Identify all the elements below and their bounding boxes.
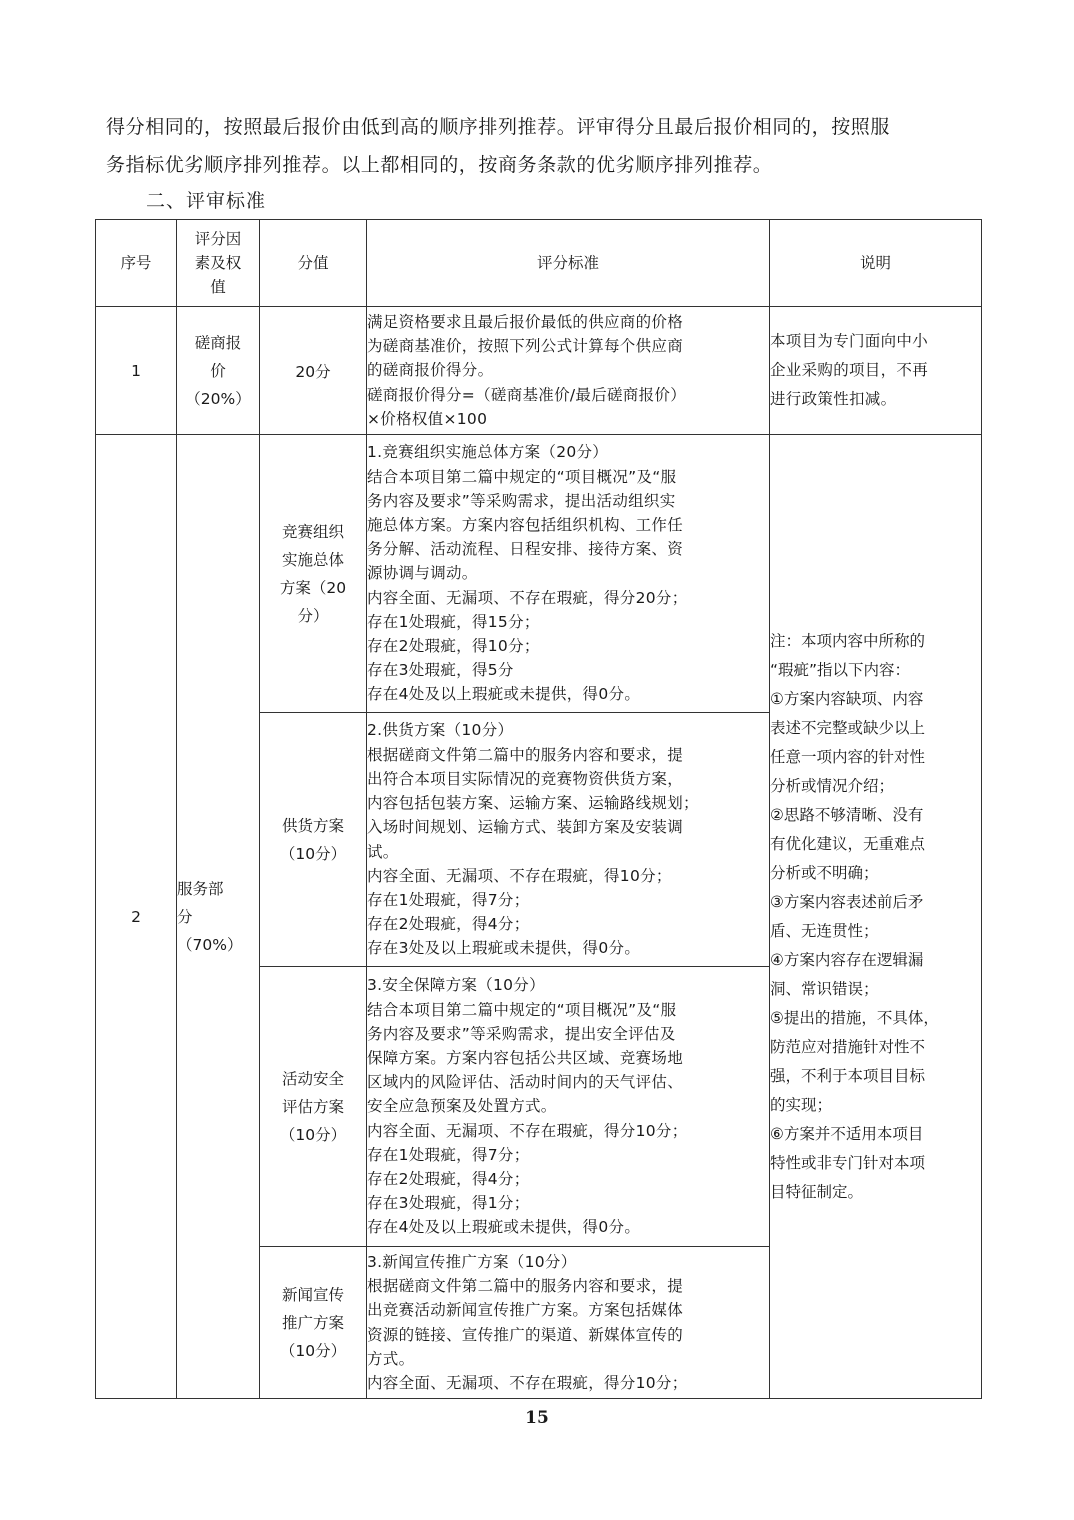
criteria-line: 存在4处及以上瑕疵或未提供，得0分。 (367, 685, 641, 704)
row1-factor-line: 磋商报 (194, 333, 242, 352)
header-criteria: 评分标准 (367, 220, 770, 307)
notes-line: 的实现； (770, 1095, 833, 1114)
row2-factor-line: 服务部 (177, 879, 224, 898)
subitem-label-line: 评估方案 (281, 1097, 344, 1116)
header-factor (177, 220, 260, 307)
criteria-line: ×价格权值×100 (367, 409, 488, 428)
criteria-line: 存在2处瑕疵，得10分； (367, 637, 540, 655)
subitem-criteria (367, 967, 770, 1247)
subitem-criteria (367, 435, 770, 713)
criteria-line: 出竞赛活动新闻宣传推广方案。方案包括媒体 (367, 1301, 684, 1320)
notes-line: 特性或非专门针对本项 (770, 1153, 926, 1172)
row1-factor (177, 307, 260, 435)
header-no: 序号 (96, 220, 177, 307)
row1-no: 1 (96, 307, 177, 435)
criteria-line: 根据磋商文件第二篇中的服务内容和要求，提 (367, 745, 684, 764)
subitem-label-line: 实施总体 (281, 550, 344, 569)
criteria-line: 安全应急预案及处置方式。 (367, 1097, 557, 1116)
criteria-line: 存在1处瑕疵，得7分； (367, 890, 530, 909)
header-score: 分值 (260, 220, 367, 307)
subitem-label-line: （10分） (279, 1341, 347, 1360)
subitem-label-line: 分） (297, 606, 329, 625)
criteria-line: 务内容及要求”等采购需求，提出安全评估及 (367, 1024, 676, 1043)
criteria-line: 存在1处瑕疵，得7分； (367, 1145, 530, 1164)
criteria-line: 内容全面、无漏项、不存在瑕疵，得分20分； (367, 588, 688, 607)
notes-line: 表述不完整或缺少以上 (770, 718, 926, 737)
intro-line-2: 务指标优劣顺序排列推荐。以上都相同的，按商务条款的优劣顺序排列推荐。 (106, 154, 773, 176)
row2-factor-line: 分 (177, 907, 193, 926)
notes-line: ⑤提出的措施，不具体， (770, 1008, 939, 1027)
row1-score: 20分 (260, 307, 367, 435)
criteria-line: 存在3处及以上瑕疵或未提供，得0分。 (367, 939, 641, 958)
row1-criteria (367, 307, 770, 435)
criteria-line: 内容全面、无漏项、不存在瑕疵，得分10分； (367, 1121, 688, 1140)
criteria-line: 源协调与调动。 (367, 564, 478, 583)
table-header-row (96, 220, 982, 307)
criteria-line: 存在2处瑕疵，得4分； (367, 915, 530, 934)
notes-line: ③方案内容表述前后矛 (770, 892, 924, 911)
header-notes: 说明 (770, 220, 982, 307)
notes-line: 盾、无连贯性； (770, 921, 879, 940)
criteria-line: 存在3处瑕疵，得5分 (367, 661, 514, 680)
criteria-line: 存在3处瑕疵，得1分； (367, 1194, 530, 1213)
evaluation-table (95, 219, 982, 1399)
criteria-line: 施总体方案。方案内容包括组织机构、工作任 (367, 515, 684, 534)
notes-line: 企业采购的项目，不再 (770, 361, 929, 379)
row2-factor (177, 435, 260, 1399)
subitem-label-line: （10分） (279, 844, 347, 863)
criteria-line: 2.供货方案（10分） (367, 721, 514, 740)
criteria-line: 内容全面、无漏项、不存在瑕疵，得分10分； (367, 1373, 688, 1392)
criteria-line: 存在2处瑕疵，得4分； (367, 1170, 530, 1188)
subitem-label-line: （10分） (279, 1125, 347, 1144)
subitem-label (260, 435, 367, 713)
notes-line: 分析或不明确； (770, 863, 879, 882)
row1-factor-line: 价 (210, 361, 226, 380)
criteria-line: 3.新闻宣传推广方案（10分） (367, 1252, 577, 1271)
row1-factor-line: （20%） (185, 389, 251, 408)
notes-line: ②思路不够清晰、没有 (770, 805, 924, 824)
criteria-line: 入场时间规划、运输方式、装卸方案及安装调 (367, 818, 684, 837)
criteria-line: 为磋商基准价，按照下列公式计算每个供应商 (367, 337, 684, 356)
criteria-line: 存在1处瑕疵，得15分； (367, 612, 540, 631)
criteria-line: 的磋商报价得分。 (367, 361, 494, 380)
notes-line: 洞、常识错误； (770, 979, 879, 998)
subitem-label-line: 推广方案 (281, 1313, 344, 1332)
section-heading: 二、评审标准 (146, 190, 267, 212)
header-factor-line: 值 (210, 278, 226, 296)
header-factor-line: 评分因 (194, 230, 242, 248)
row1-notes (770, 307, 982, 435)
criteria-line: 磋商报价得分=（磋商基准价/最后磋商报价） (367, 385, 687, 404)
criteria-line: 存在4处及以上瑕疵或未提供，得0分。 (367, 1218, 641, 1237)
criteria-line: 方式。 (367, 1349, 415, 1368)
notes-line: 进行政策性扣减。 (770, 390, 897, 408)
criteria-line: 结合本项目第二篇中规定的“项目概况”及“服 (367, 1000, 677, 1019)
notes-line: ⑥方案并不适用本项目 (770, 1124, 924, 1143)
subitem-criteria (367, 1247, 770, 1399)
row2-no: 2 (96, 435, 177, 1399)
subitem-label (260, 1247, 367, 1399)
criteria-line: 出符合本项目实际情况的竞赛物资供货方案， (367, 769, 684, 788)
notes-line: 本项目为专门面向中小 (770, 332, 929, 350)
criteria-line: 根据磋商文件第二篇中的服务内容和要求，提 (367, 1277, 684, 1296)
notes-line: 任意一项内容的针对性 (770, 747, 926, 766)
subitem-label-line: 方案（20 (279, 578, 347, 597)
subitem-criteria (367, 713, 770, 967)
subitem-label (260, 967, 367, 1247)
criteria-line: 满足资格要求且最后报价最低的供应商的价格 (367, 312, 684, 331)
notes-line: 目特征制定。 (770, 1182, 864, 1201)
criteria-line: 3.安全保障方案（10分） (367, 976, 545, 995)
page-number: 15 (525, 1408, 549, 1428)
intro-paragraph (106, 108, 986, 184)
criteria-line: 务内容及要求”等采购需求，提出活动组织实 (367, 491, 676, 510)
criteria-line: 保障方案。方案内容包括公共区域、竞赛场地 (367, 1048, 684, 1067)
row2-factor-line: （70%） (177, 935, 243, 954)
criteria-line: 区域内的风险评估、活动时间内的天气评估、 (367, 1073, 684, 1092)
subitem-label-line: 供货方案 (281, 816, 344, 835)
notes-line: “瑕疵”指以下内容： (770, 660, 911, 679)
notes-line: 注：本项内容中所称的 (770, 631, 926, 650)
notes-line: 防范应对措施针对性不 (770, 1037, 926, 1056)
subitem-label-line: 新闻宣传 (281, 1285, 344, 1304)
subitem-label-line: 竞赛组织 (281, 522, 344, 541)
criteria-line: 1.竞赛组织实施总体方案（20分） (367, 443, 609, 462)
criteria-line: 内容包括包装方案、运输方案、运输路线规划； (367, 794, 699, 813)
notes-line: ①方案内容缺项、内容 (770, 689, 924, 708)
notes-line: 分析或情况介绍； (770, 776, 895, 795)
notes-line: 有优化建议，无重难点 (770, 834, 926, 853)
criteria-line: 内容全面、无漏项、不存在瑕疵，得10分； (367, 866, 672, 885)
intro-line-1: 得分相同的，按照最后报价由低到高的顺序排列推荐。评审得分且最后报价相同的，按照服 (106, 116, 891, 138)
table-row (96, 307, 982, 435)
table-row (96, 435, 982, 713)
header-factor-line: 素及权 (194, 254, 242, 272)
notes-line: 强，不利于本项目目标 (770, 1066, 926, 1085)
notes-line: ④方案内容存在逻辑漏 (770, 950, 924, 969)
criteria-line: 务分解、活动流程、日程安排、接待方案、资 (367, 540, 684, 559)
criteria-line: 结合本项目第二篇中规定的“项目概况”及“服 (367, 467, 677, 486)
criteria-line: 试。 (367, 842, 399, 861)
subitem-label (260, 713, 367, 967)
row2-notes (770, 435, 982, 1399)
criteria-line: 资源的链接、宣传推广的渠道、新媒体宣传的 (367, 1325, 684, 1344)
subitem-label-line: 活动安全 (281, 1069, 344, 1088)
